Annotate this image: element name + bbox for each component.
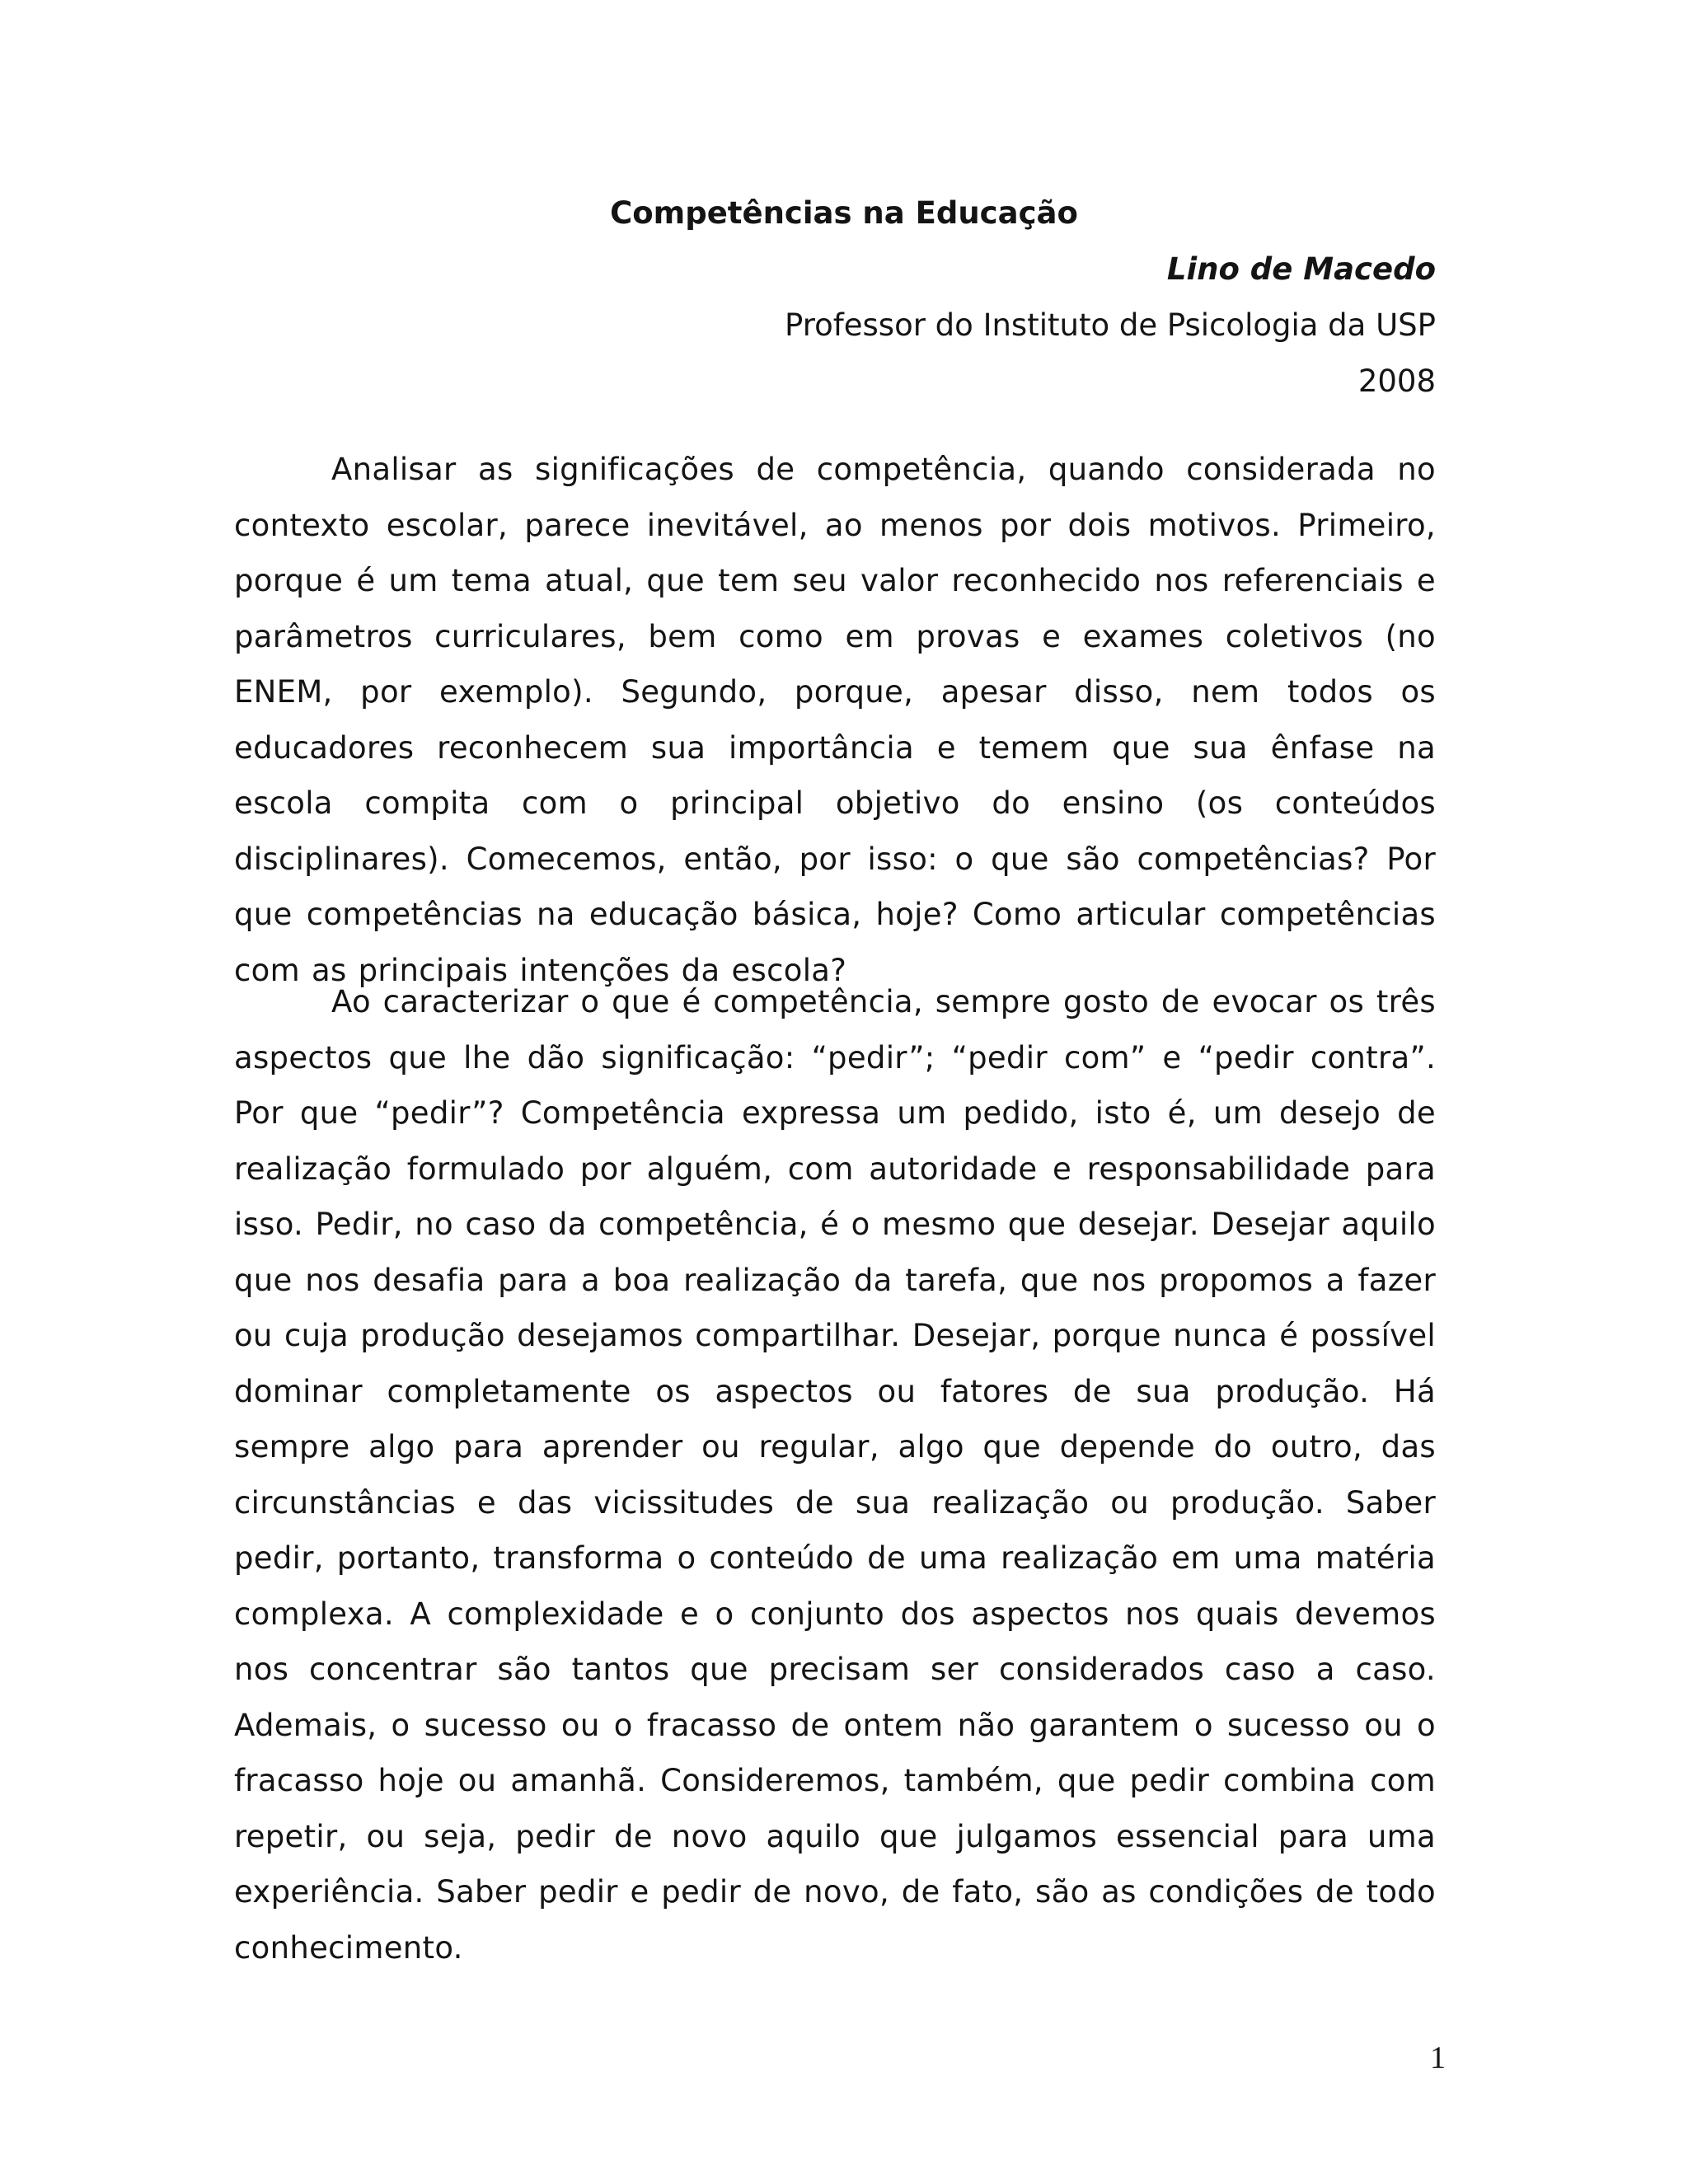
- body-paragraph-2: Ao caracterizar o que é competência, sempre gosto de evocar os três aspectos que lhe dão significação: “pedir”; “pedir com” e “pedir contra”. Por que “pedir”? Competência expressa um pedido, isto é, um desejo de realização formulado por alguém, com autoridade e responsabilidade para isso. Pedir, no caso da competência, é o mesmo que desejar. Desejar aquilo que nos desafia para a boa realização da tarefa, que nos propomos a fazer ou cuja produção desejamos compartilhar. Desejar, porque nunca é possível dominar completamente os aspectos ou fatores de sua produção. Há sempre algo para aprender ou regular, algo que depende do outro, das circunstâncias e das vicissitudes de sua realização ou produção. Saber pedir, portanto, transforma o conteúdo de uma realização em uma matéria complexa. A complexidade e o conjunto dos aspectos nos quais devemos nos concentrar são tantos que precisam ser considerados caso a caso. Ademais, o sucesso ou o fracasso de ontem não garantem o sucesso ou o fracasso hoje ou amanhã. Consideremos, também, que pedir combina com repetir, ou seja, pedir de novo aquilo que julgamos essencial para uma experiência. Saber pedir e pedir de novo, de fato, são as condições de todo conhecimento.: [234, 984, 1436, 1966]
- author-affiliation: Professor do Instituto de Psicologia da USP: [785, 307, 1436, 343]
- publication-year: 2008: [1357, 363, 1436, 399]
- body-paragraph-1: Analisar as significações de competência, quando considerada no contexto escolar, parece inevitável, ao menos por dois motivos. Primeiro, porque é um tema atual, que tem seu valor reconhecido nos referenciais e parâmetros curriculares, bem como em provas e exames coletivos (no ENEM, por exemplo). Segundo, porque, apesar disso, nem todos os educadores reconhecem sua importância e temem que sua ênfase na escola compita com o principal objetivo do ensino (os conteúdos disciplinares). Comecemos, então, por isso: o que são competências? Por que competências na educação básica, hoje? Como articular competências com as principais intenções da escola?: [234, 452, 1436, 988]
- document-title: Competências na Educação: [610, 195, 1078, 231]
- author-name: Lino de Macedo: [1166, 251, 1436, 287]
- page-number: 1: [1430, 2041, 1446, 2075]
